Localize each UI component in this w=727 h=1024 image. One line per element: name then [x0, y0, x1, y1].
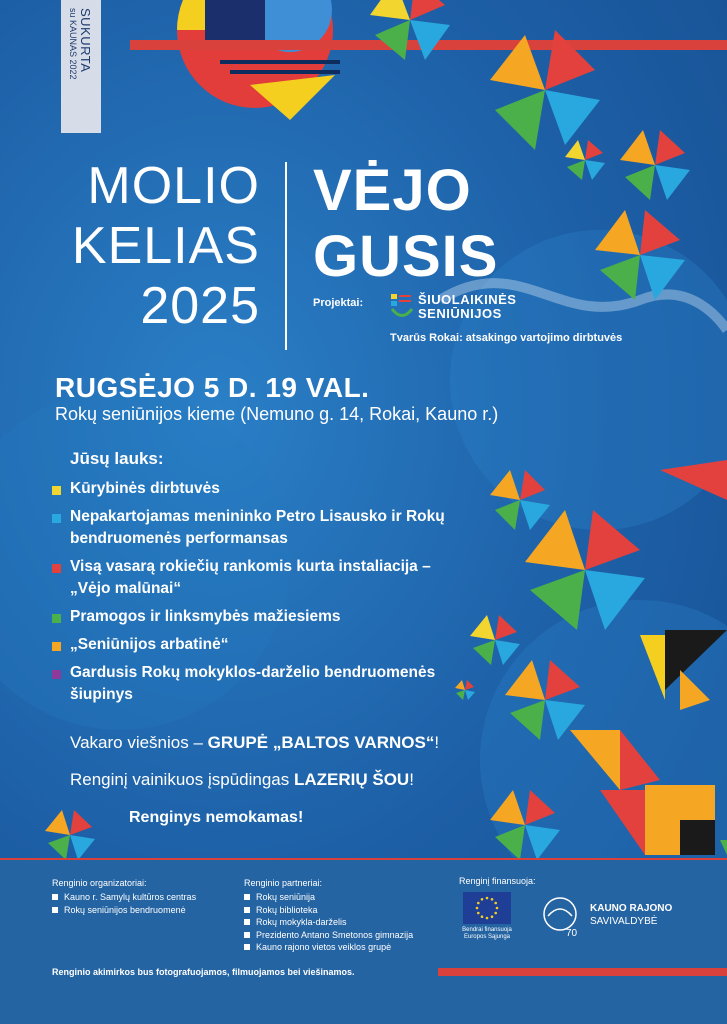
bullet-square	[52, 642, 61, 651]
program-list	[52, 478, 452, 712]
list-item: Kūrybinės dirbtuvės	[52, 478, 452, 500]
partners-heading: Renginio partneriai:	[244, 878, 323, 888]
list-item: Rokų seniūnijos bendruomenė	[52, 904, 196, 917]
tag-line1: SUKURTA	[78, 8, 94, 73]
bullet-square	[52, 486, 61, 495]
project-name-line2: SENIŪNIJOS	[418, 306, 502, 321]
list-item: Prezidento Antano Smetonos gimnazija	[244, 929, 413, 942]
project-name	[418, 293, 516, 321]
partners-list	[244, 891, 413, 954]
title-molio-kelias	[45, 156, 260, 336]
laser-show-line: Renginį vainikuos įspūdingas LAZERIŲ ŠOU!	[70, 770, 414, 789]
list-item: Pramogos ir linksmybės mažiesiems	[52, 606, 452, 628]
free-entry: Renginys nemokamas!	[129, 809, 304, 826]
list-item: „Seniūnijos arbatinė“	[52, 634, 452, 656]
title-vejo-gusis	[313, 158, 499, 290]
bullet-square	[52, 614, 61, 623]
event-place: Rokų seniūnijos kieme (Nemuno g. 14, Rokai, Kauno r.)	[55, 404, 499, 424]
bullet-square	[52, 514, 61, 523]
project-subtitle: Tvarūs Rokai: atsakingo vartojimo dirbtuvės	[390, 332, 623, 344]
footer	[0, 858, 727, 1024]
eu-flag-icon	[463, 892, 511, 924]
program-heading: Jūsų lauks:	[70, 449, 164, 468]
title-divider	[285, 162, 287, 350]
list-item: Kauno rajono vietos veiklos grupė	[244, 941, 413, 954]
kr-year: 70	[566, 928, 578, 938]
photo-notice: Renginio akimirkos bus fotografuojamos, filmuojamos bei viešinamos.	[52, 967, 355, 977]
project-label: Projektai:	[313, 297, 364, 309]
kauno-rajonas-logo-icon	[540, 894, 584, 938]
organizers-list	[52, 891, 196, 916]
bullet-square	[52, 670, 61, 679]
tag-line2: su KAUNAS 2022	[68, 8, 79, 80]
list-item: Nepakartojamas menininko Petro Lisausko ir Rokų bendruomenės performansas	[52, 506, 452, 550]
title-left-line2: KELIAS	[71, 217, 260, 275]
project-name-line1: ŠIUOLAIKINĖS	[418, 292, 517, 307]
list-item: Rokų seniūnija	[244, 891, 413, 904]
event-date: RUGSĖJO 5 D. 19 VAL.	[55, 372, 370, 403]
title-left-line1: MOLIO	[87, 157, 260, 215]
organizers-heading: Renginio organizatoriai:	[52, 878, 147, 888]
created-with-kaunas-tag	[61, 0, 101, 133]
guests-line: Vakaro viešnios – GRUPĖ „BALTOS VARNOS“!	[70, 733, 440, 752]
footer-stripe	[438, 968, 727, 976]
list-item: Visą vasarą rokiečių rankomis kurta instaliacija – „Vėjo malūnai“	[52, 556, 452, 600]
list-item: Kauno r. Samylų kultūros centras	[52, 891, 196, 904]
kauno-rajono-name: KAUNO RAJONO	[590, 903, 673, 914]
funding-heading: Renginį finansuoja:	[459, 876, 536, 886]
eu-cofunded-text: Bendrai finansuoja Europos Sąjunga	[462, 927, 512, 940]
list-item: Gardusis Rokų mokyklos-darželio bendruomenės šiupinys	[52, 662, 452, 706]
title-right-line1: VĖJO	[313, 158, 472, 223]
bullet-square	[52, 564, 61, 573]
title-right-line2: GUSIS	[313, 224, 499, 289]
seniunijos-logo-icon	[391, 294, 413, 320]
list-item: Rokų mokykla-darželis	[244, 916, 413, 929]
list-item: Rokų biblioteka	[244, 904, 413, 917]
savivaldybe-name: SAVIVALDYBĖ	[590, 916, 658, 927]
title-left-year: 2025	[140, 277, 260, 335]
